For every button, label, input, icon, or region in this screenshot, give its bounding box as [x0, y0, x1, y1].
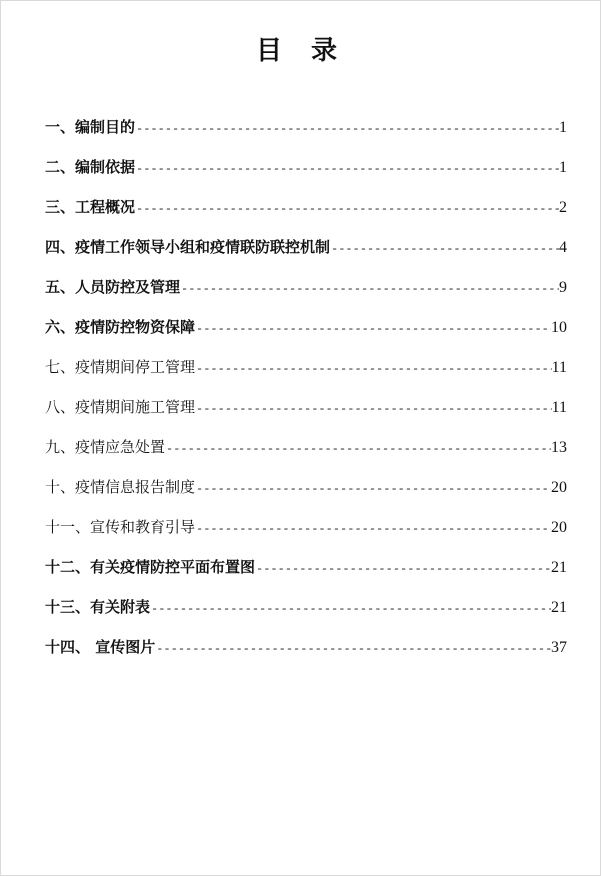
toc-entry-label: 十一、宣传和教育引导	[45, 518, 196, 536]
toc-page-number: 20	[551, 519, 567, 536]
toc-entry-label: 六、疫情防控物资保障	[45, 318, 196, 336]
toc-leader	[195, 402, 552, 416]
toc-page-number: 10	[551, 319, 567, 336]
toc-leader	[195, 522, 551, 536]
toc-entry[interactable]	[45, 356, 567, 396]
toc-entry[interactable]	[45, 636, 567, 676]
toc-page-number: 11	[551, 399, 567, 416]
toc-page-number: 11	[551, 359, 567, 376]
toc-page-number: 21	[551, 599, 567, 616]
toc-leader	[195, 322, 551, 336]
toc-leader	[150, 602, 551, 616]
toc-leader	[135, 122, 559, 136]
toc-entry-label: 五、人员防控及管理	[45, 278, 181, 296]
toc-entry-label: 十二、有关疫情防控平面布置图	[45, 558, 256, 576]
toc-leader	[135, 162, 559, 176]
toc-page-number: 4	[559, 239, 567, 256]
table-of-contents	[45, 116, 567, 676]
toc-entry[interactable]	[45, 196, 567, 236]
toc-page-number: 2	[559, 199, 567, 216]
toc-page-number: 20	[551, 479, 567, 496]
toc-entry[interactable]	[45, 476, 567, 516]
toc-leader	[180, 282, 559, 296]
toc-leader	[155, 642, 551, 656]
toc-entry-label: 七、疫情期间停工管理	[45, 358, 196, 376]
toc-page-number: 1	[559, 119, 567, 136]
toc-entry-label: 八、疫情期间施工管理	[45, 398, 196, 416]
toc-entry[interactable]	[45, 236, 567, 276]
toc-leader	[195, 362, 552, 376]
toc-entry[interactable]	[45, 516, 567, 556]
toc-entry-label: 三、工程概况	[45, 198, 136, 216]
toc-entry[interactable]	[45, 436, 567, 476]
toc-entry-label: 十三、有关附表	[45, 598, 151, 616]
toc-page-number: 37	[551, 639, 567, 656]
toc-entry-label: 一、编制目的	[45, 118, 136, 136]
toc-leader	[255, 562, 551, 576]
toc-entry[interactable]	[45, 596, 567, 636]
toc-entry-label: 四、疫情工作领导小组和疫情联防联控机制	[45, 238, 331, 256]
toc-leader	[195, 482, 551, 496]
toc-page-number: 13	[551, 439, 567, 456]
toc-entry[interactable]	[45, 156, 567, 196]
toc-entry[interactable]	[45, 556, 567, 596]
toc-page-number: 1	[559, 159, 567, 176]
toc-entry-label: 十四、 宣传图片	[45, 638, 156, 656]
toc-entry[interactable]	[45, 116, 567, 156]
toc-leader	[135, 202, 559, 216]
toc-leader	[165, 442, 551, 456]
toc-entry-label: 九、疫情应急处置	[45, 438, 166, 456]
toc-entry-label: 二、编制依据	[45, 158, 136, 176]
toc-leader	[330, 242, 559, 256]
toc-entry[interactable]	[45, 396, 567, 436]
toc-page-number: 21	[551, 559, 567, 576]
toc-entry[interactable]	[45, 316, 567, 356]
toc-entry[interactable]	[45, 276, 567, 316]
toc-entry-label: 十、疫情信息报告制度	[45, 478, 196, 496]
toc-page-number: 9	[559, 279, 567, 296]
page-title: 目 录	[255, 36, 348, 66]
